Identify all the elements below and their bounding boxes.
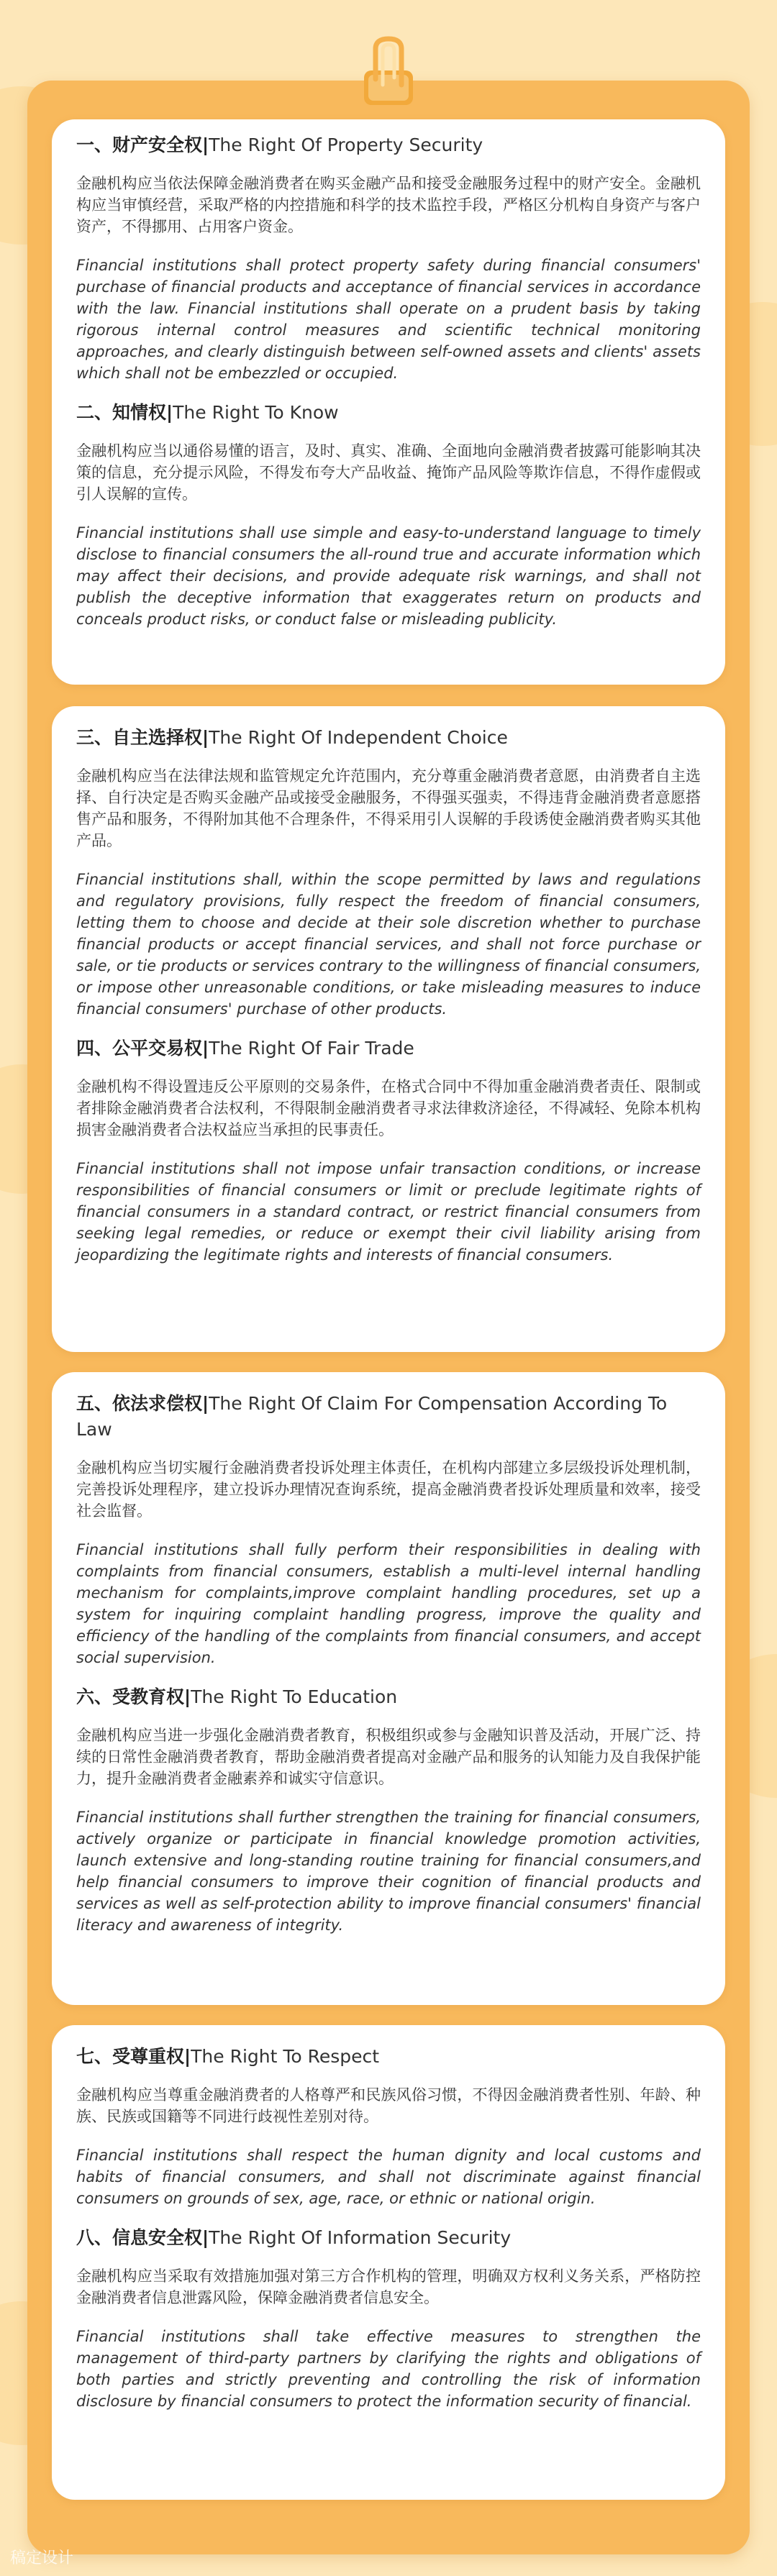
watermark-text: 稿定设计 <box>10 2549 74 2567</box>
heading-en: The Right To Know <box>173 402 339 423</box>
section-heading <box>76 2044 701 2070</box>
heading-en: The Right Of Property Security <box>209 134 483 155</box>
section-heading <box>76 1036 701 1061</box>
right-section <box>76 725 701 1020</box>
heading-zh: 六、受教育权| <box>76 1686 191 1707</box>
right-section <box>76 1684 701 1936</box>
english-paragraph: Financial institutions shall take effective measures to strengthen the management of third-party partners by clarifying the rights and obligations of both parties and strictly preventing and controlling the risk of information disclosure by financial consumers to protect the information security of financial. <box>76 2328 701 2410</box>
heading-zh: 三、自主选择权| <box>76 727 209 748</box>
chinese-paragraph: 金融机构应当以通俗易懂的语言，及时、真实、准确、全面地向金融消费者披露可能影响其决策的信息，充分提示风险，不得发布夸大产品收益、掩饰产品风险等欺诈信息，不得作虚假或引人误解的宣传。 <box>76 442 701 503</box>
section-heading <box>76 725 701 751</box>
english-paragraph: Financial institutions shall further strengthen the training for financial consumers, actively organize or participate in financial knowledge promotion activities, launch extensive and long-standing routine training for financial consumers,and help financial consumers to improve their cognition of financial products and services as well as self-protection ability to improve financial consumers' financial literacy and awareness of integrity. <box>76 1809 701 1934</box>
heading-en: The Right Of Independent Choice <box>209 727 508 748</box>
right-section <box>76 400 701 630</box>
english-paragraph: Financial institutions shall protect property safety during financial consumers' purchase of financial products and acceptance of financial services in accordance with the law. Financial institutions shall operate on a prudent basis by taking rigorous internal control measures and scientific technical monitoring approaches, and clearly distinguish between self-owned assets and clients' assets which shall not be embezzled or occupied. <box>76 257 701 382</box>
section-heading <box>76 1391 701 1443</box>
watermark <box>10 2546 73 2568</box>
heading-en: The Right Of Fair Trade <box>209 1038 414 1059</box>
heading-en: The Right To Respect <box>191 2046 380 2067</box>
heading-zh: 八、信息安全权| <box>76 2227 209 2248</box>
heading-en: The Right Of Information Security <box>209 2227 512 2248</box>
chinese-paragraph: 金融机构应当尊重金融消费者的人格尊严和民族风俗习惯，不得因金融消费者性别、年龄、种族、民族或国籍等不同进行歧视性差别对待。 <box>76 2086 701 2125</box>
english-paragraph: Financial institutions shall fully perform their responsibilities in dealing with complaints from financial consumers, establish a multi-level internal handling mechanism for complaints,improve complaint handling procedures, set up a system for inquiring complaint handling progress, improve the quality and efficiency of the handling of the complaints from financial consumers, and accept social supervision. <box>76 1541 701 1666</box>
section-heading <box>76 132 701 158</box>
section-heading <box>76 400 701 426</box>
heading-zh: 五、依法求偿权| <box>76 1393 209 1414</box>
chinese-paragraph: 金融机构不得设置违反公平原则的交易条件，在格式合同中不得加重金融消费者责任、限制或者排除金融消费者合法权利，不得限制金融消费者寻求法律救济途径，不得减轻、免除本机构损害金融消费者合法权益应当承担的民事责任。 <box>76 1078 701 1138</box>
heading-en: The Right Of Claim For Compensation According To Law <box>76 1393 668 1440</box>
heading-zh: 一、财产安全权| <box>76 134 209 155</box>
heading-zh: 七、受尊重权| <box>76 2046 191 2067</box>
heading-zh: 二、知情权| <box>76 402 173 423</box>
section-heading <box>76 1684 701 1710</box>
english-paragraph: Financial institutions shall, within the scope permitted by laws and regulations and regulatory provisions, fully respect the freedom of financial consumers, letting them to choose and decide at their sole discretion whether to purchase financial products or accept financial services, and shall not force purchase or sale, or tie products or services contrary to the willingness of financial consumers, or impose other unreasonable conditions, or take misleading measures to induce financial consumers' purchase of other products. <box>76 871 701 1018</box>
right-section <box>76 1391 701 1668</box>
english-paragraph: Financial institutions shall not impose unfair transaction conditions, or increase responsibilities of financial consumers or limit or preclude legitimate rights of financial consumers in a standard contract, or restrict financial consumers from seeking legal remedies, or reduce or exempt their civil liability arising from jeopardizing the legitimate rights and interests of financial consumers. <box>76 1160 701 1264</box>
chinese-paragraph: 金融机构应当在法律法规和监管规定允许范围内，充分尊重金融消费者意愿，由消费者自主选择、自行决定是否购买金融产品或接受金融服务，不得强买强卖，不得违背金融消费者意愿搭售产品和服务，不得附加其他不合理条件，不得采用引人误解的手段诱使金融消费者购买其他产品。 <box>76 767 701 849</box>
chinese-paragraph: 金融机构应当依法保障金融消费者在购买金融产品和接受金融服务过程中的财产安全。金融机构应当审慎经营，采取严格的内控措施和科学的技术监控手段，严格区分机构自身资产与客户资产，不得挪用、占用客户资金。 <box>76 175 701 235</box>
rights-card <box>52 706 725 1352</box>
section-heading <box>76 2225 701 2251</box>
rights-card <box>52 119 725 685</box>
chinese-paragraph: 金融机构应当切实履行金融消费者投诉处理主体责任，在机构内部建立多层级投诉处理机制，完善投诉处理程序，建立投诉办理情况查询系统，提高金融消费者投诉处理质量和效率，接受社会监督。 <box>76 1459 701 1520</box>
english-paragraph: Financial institutions shall use simple and easy-to-understand language to timely disclose to financial consumers the all-round true and accurate information which may affect their decisions, and provide adequate risk warnings, and shall not publish the deceptive information that exaggerates return on products and conceals product risks, or conduct false or misleading publicity. <box>76 524 701 628</box>
chinese-paragraph: 金融机构应当进一步强化金融消费者教育，积极组织或参与金融知识普及活动，开展广泛、持续的日常性金融消费者教育，帮助金融消费者提高对金融产品和服务的认知能力及自我保护能力，提升金融消费者金融素养和诚实守信意识。 <box>76 1727 701 1787</box>
chinese-paragraph: 金融机构应当采取有效措施加强对第三方合作机构的管理，明确双方权利义务关系，严格防控金融消费者信息泄露风险，保障金融消费者信息安全。 <box>76 2267 701 2306</box>
rights-card <box>52 1372 725 2005</box>
right-section <box>76 132 701 384</box>
right-section <box>76 1036 701 1266</box>
paperclip-icon <box>354 35 423 106</box>
rights-card <box>52 2025 725 2500</box>
right-section <box>76 2225 701 2412</box>
heading-en: The Right To Education <box>191 1686 398 1707</box>
right-section <box>76 2044 701 2209</box>
heading-zh: 四、公平交易权| <box>76 1038 209 1059</box>
english-paragraph: Financial institutions shall respect the human dignity and local customs and habits of financial consumers, and shall not discriminate against financial consumers on grounds of sex, age, race, or ethnic or national origin. <box>76 2147 701 2207</box>
